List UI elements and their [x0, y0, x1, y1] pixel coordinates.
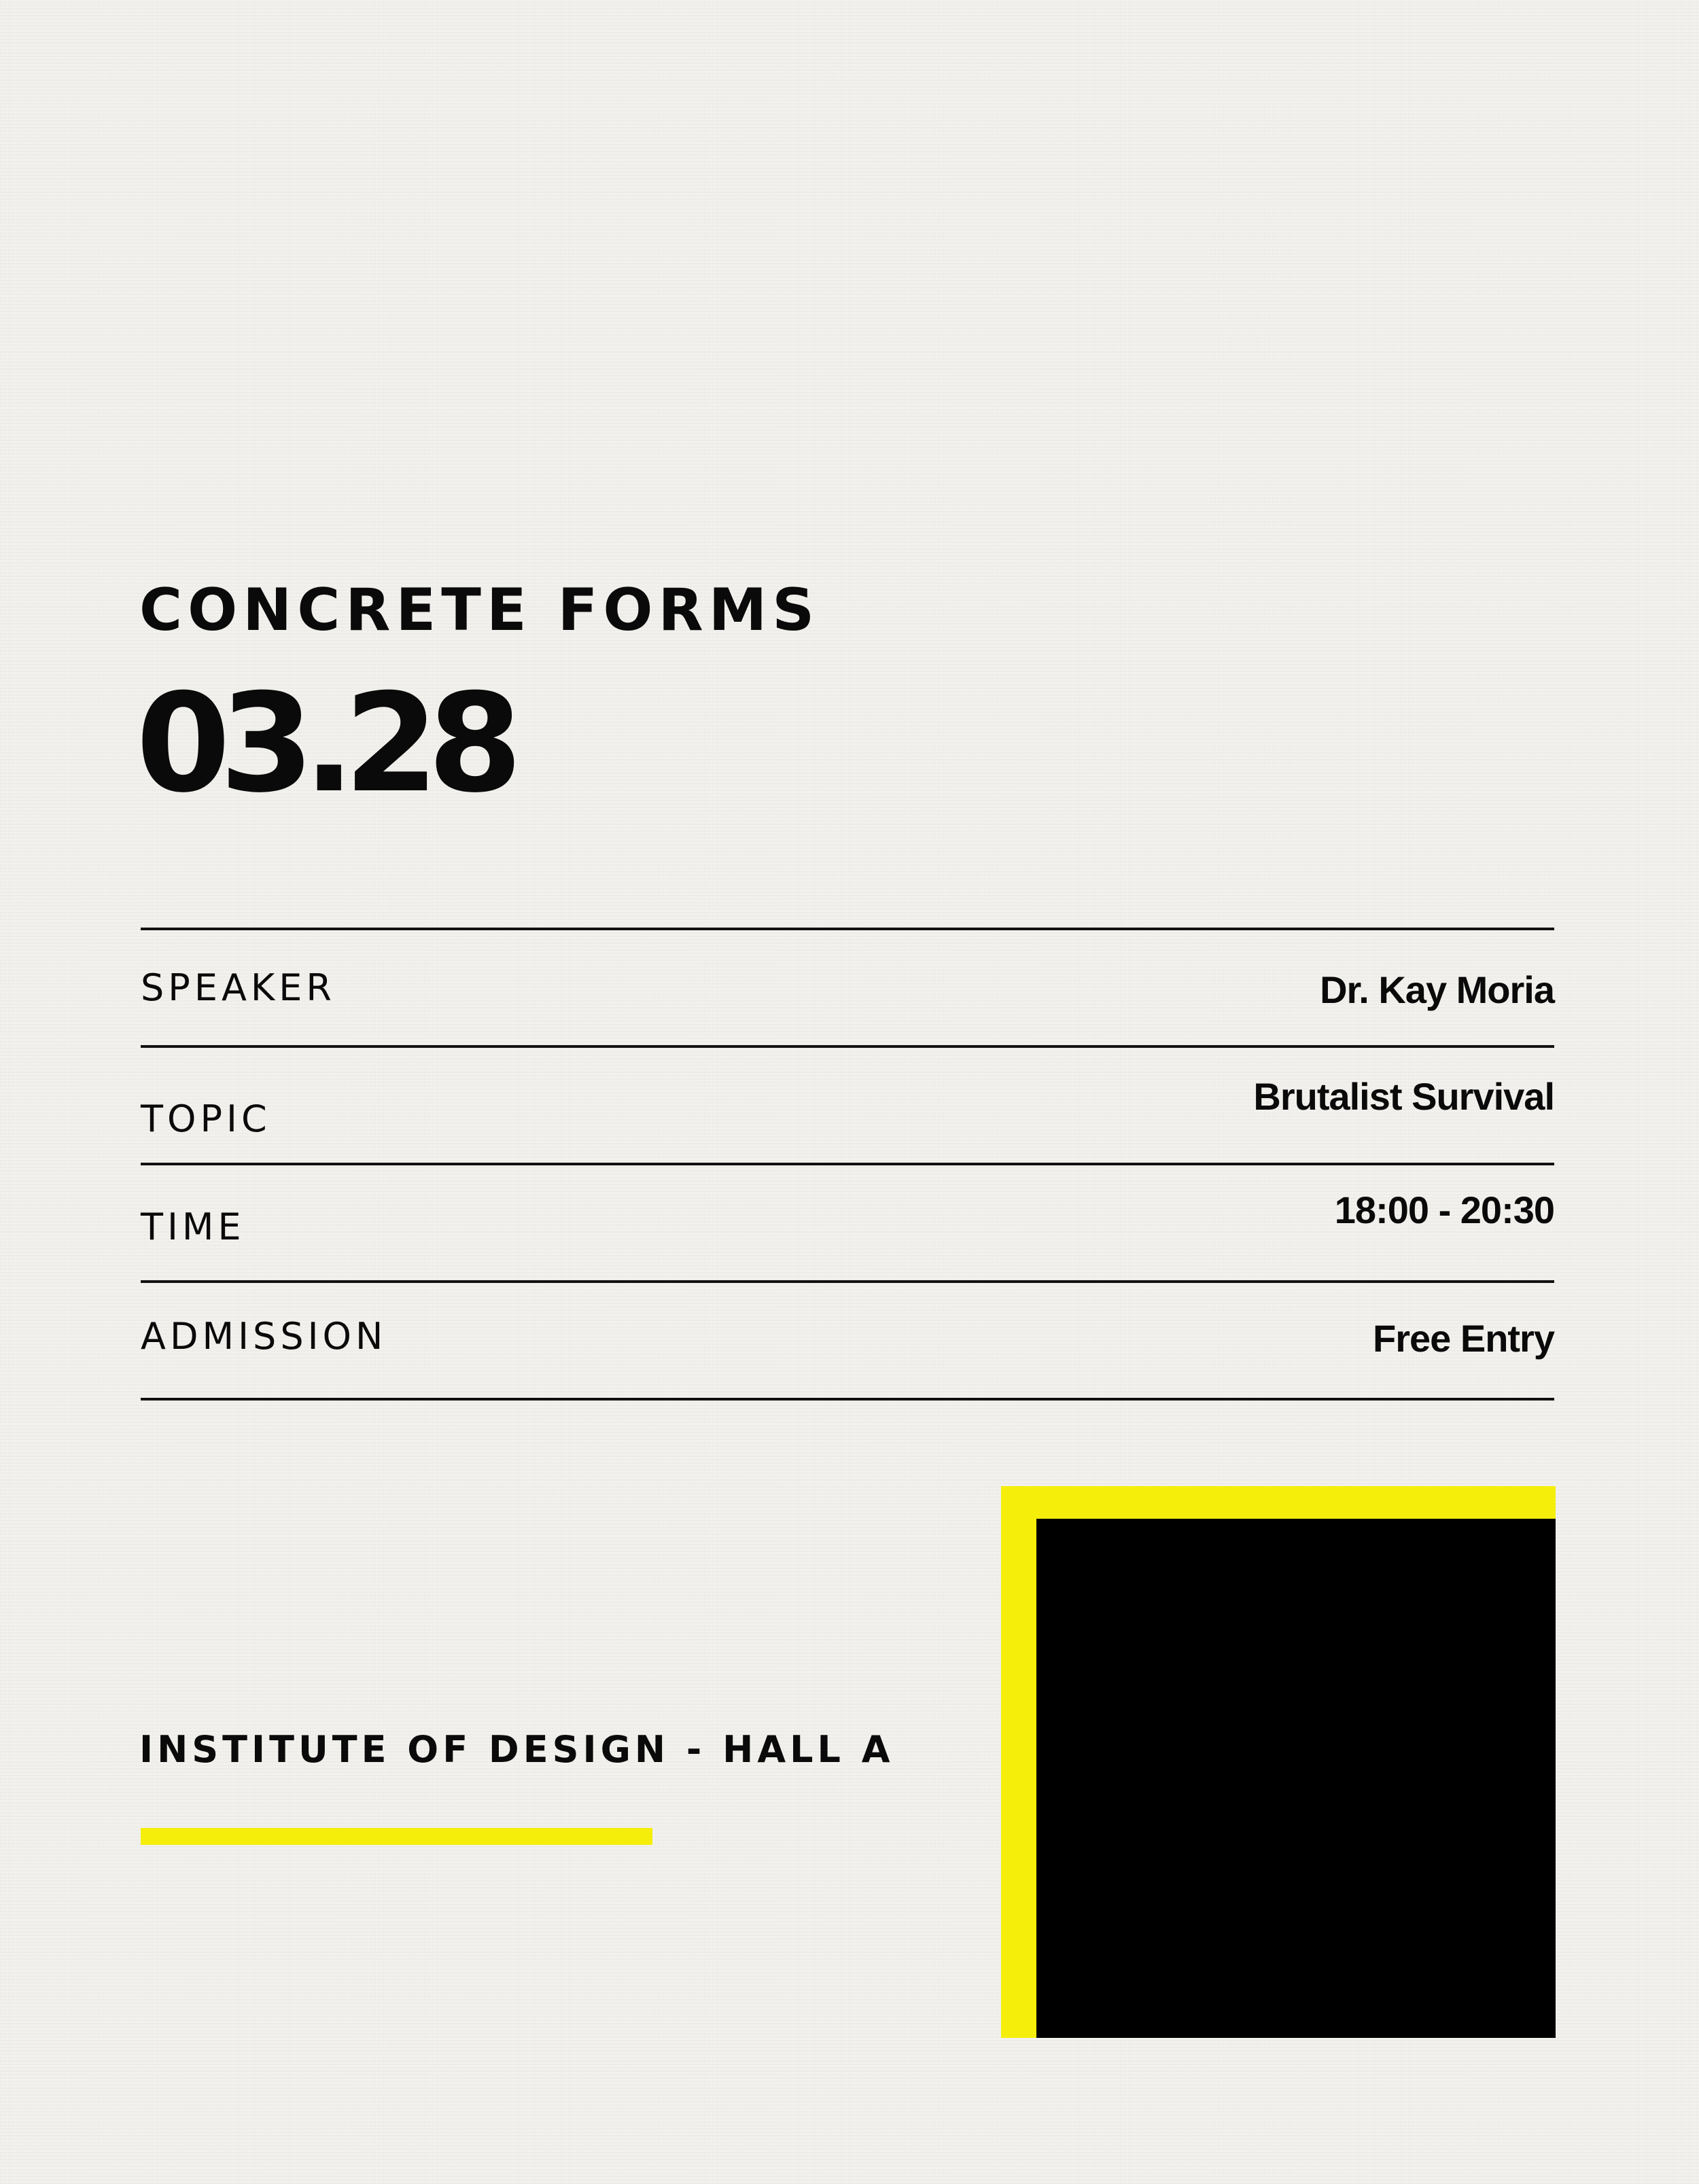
speaker-label: SPEAKER — [141, 966, 336, 1009]
venue-name: INSTITUTE OF DESIGN - HALL A — [139, 1728, 894, 1771]
admission-label: ADMISSION — [141, 1315, 387, 1358]
admission-value: Free Entry — [1373, 1317, 1554, 1360]
detail-row-speaker — [141, 930, 1554, 1048]
event-details-table — [141, 928, 1554, 1401]
event-title: CONCRETE FORMS — [139, 576, 820, 644]
time-value: 18:00 - 20:30 — [1334, 1188, 1554, 1231]
detail-row-topic — [141, 1048, 1554, 1165]
detail-row-time — [141, 1165, 1554, 1283]
accent-underline-bar — [141, 1828, 652, 1845]
speaker-value: Dr. Kay Moria — [1320, 968, 1554, 1011]
topic-label: TOPIC — [141, 1097, 271, 1140]
decorative-square-graphic — [1001, 1486, 1556, 2038]
black-square — [1036, 1519, 1556, 2038]
event-date: 03.28 — [136, 665, 512, 823]
topic-value: Brutalist Survival — [1253, 1075, 1554, 1118]
time-label: TIME — [141, 1205, 245, 1248]
detail-row-admission — [141, 1283, 1554, 1401]
